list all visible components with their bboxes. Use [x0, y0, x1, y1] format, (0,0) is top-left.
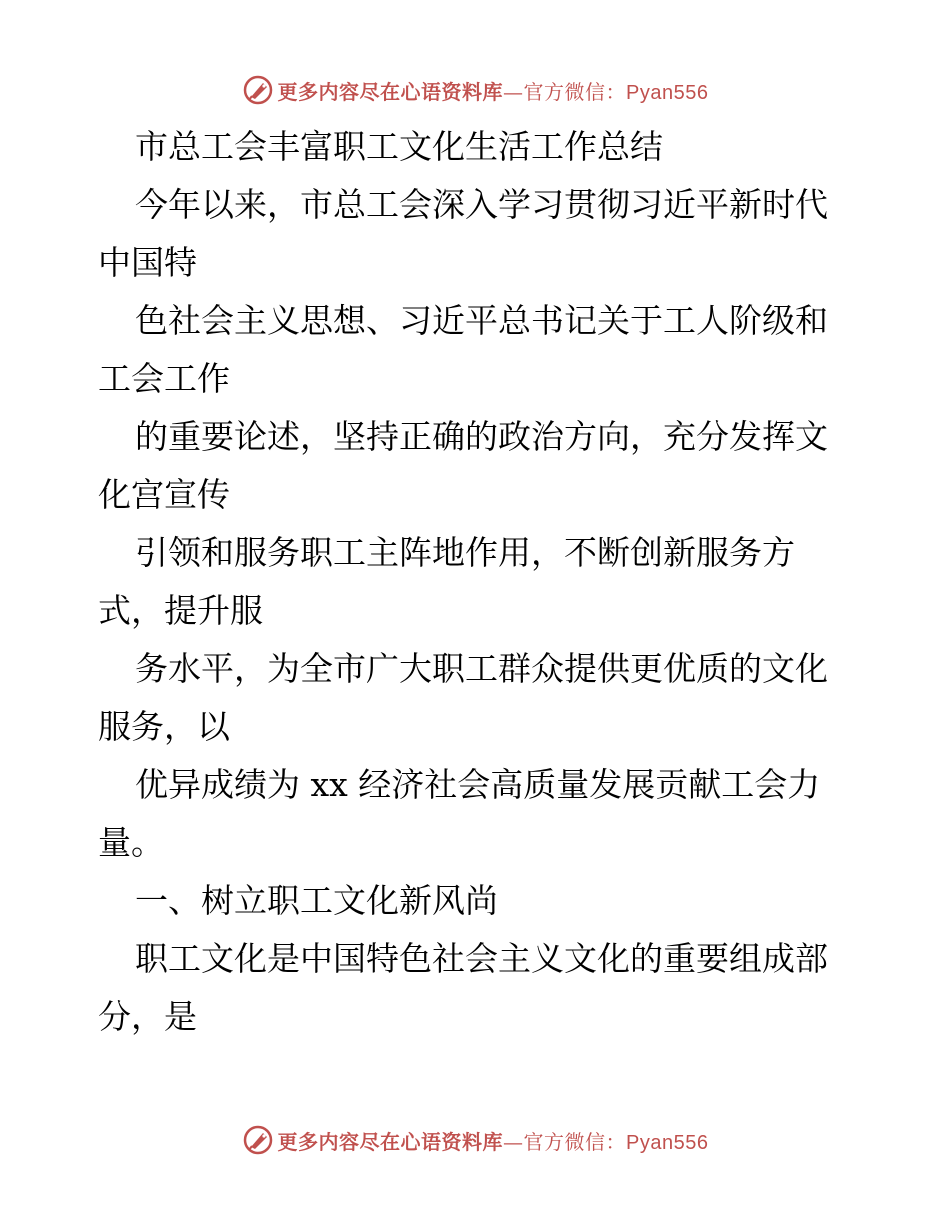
paragraph-line: 的重要论述，坚持正确的政治方向，充分发挥文 — [135, 417, 828, 456]
pen-nib-logo-icon — [242, 74, 274, 106]
section-heading: 一、树立职工文化新风尚 — [135, 881, 498, 920]
footer-watermark-banner — [0, 1122, 950, 1158]
paragraph-line: 化宫宣传 — [98, 475, 230, 514]
paragraph-line: 服务，以 — [98, 707, 230, 746]
paragraph-line: 务水平，为全市广大职工群众提供更优质的文化 — [135, 649, 828, 688]
paragraph-line: 今年以来，市总工会深入学习贯彻习近平新时代 — [135, 185, 828, 224]
paragraph-line: 式，提升服 — [98, 591, 263, 630]
header-watermark-banner — [0, 72, 950, 108]
paragraph-line: 工会工作 — [98, 359, 230, 398]
paragraph-line: 量。 — [98, 823, 164, 862]
document-body — [98, 118, 858, 1046]
paragraph-line: 职工文化是中国特色社会主义文化的重要组成部 — [135, 939, 828, 978]
banner-text: 更多内容尽在心语资料库 — [277, 79, 504, 104]
banner-contact: 官方微信：Pyan556 — [523, 1131, 709, 1154]
paragraph-line: 引领和服务职工主阵地作用，不断创新服务方 — [135, 533, 795, 572]
paragraph-line: 分，是 — [98, 997, 197, 1036]
banner-separator: — — [503, 1129, 524, 1154]
paragraph-line: 中国特 — [98, 243, 197, 282]
document-title: 市总工会丰富职工文化生活工作总结 — [135, 127, 663, 166]
banner-text: 更多内容尽在心语资料库 — [277, 1129, 504, 1154]
paragraph-line: 优异成绩为 xx 经济社会高质量发展贡献工会力 — [135, 765, 821, 804]
banner-separator: — — [503, 79, 524, 104]
banner-contact: 官方微信：Pyan556 — [523, 81, 709, 104]
paragraph-line: 色社会主义思想、习近平总书记关于工人阶级和 — [135, 301, 828, 340]
pen-nib-logo-icon — [242, 1124, 274, 1156]
